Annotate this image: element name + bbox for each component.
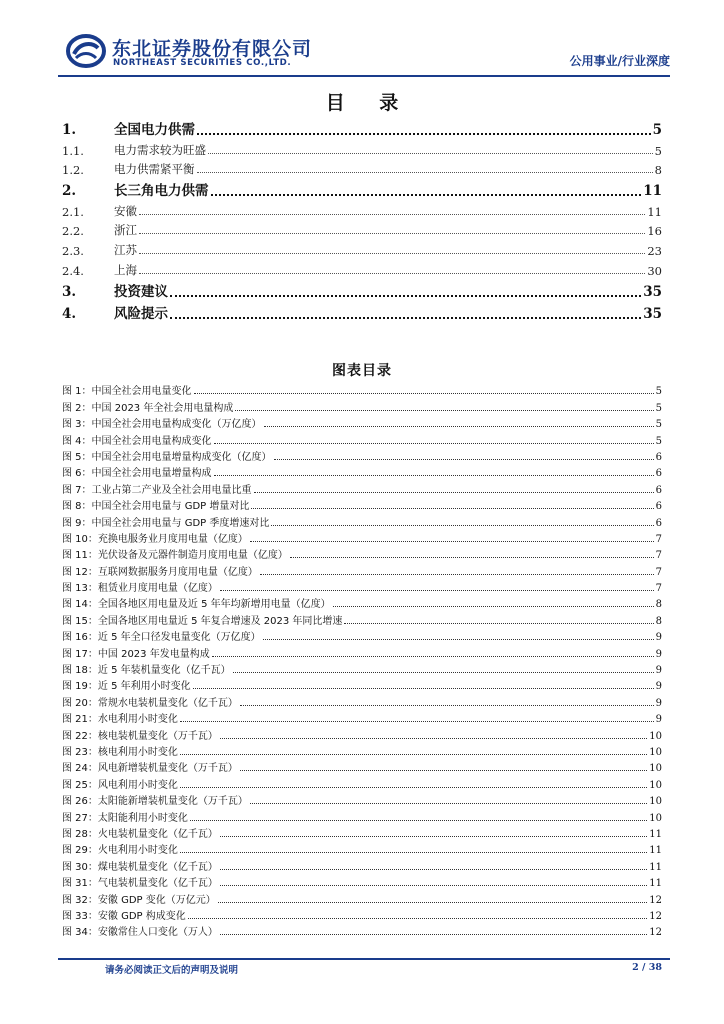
figure-entry[interactable] xyxy=(62,709,662,725)
figure-entry-label: 图 20：常规水电装机量变化（亿千瓦） xyxy=(62,697,238,709)
figure-entry-label: 图 34：安徽常住人口变化（万人） xyxy=(62,927,218,939)
figure-leader-dots xyxy=(240,767,647,771)
figure-entry-page: 9 xyxy=(655,697,662,709)
figure-entry-label: 图 24：风电新增装机量变化（万千瓦） xyxy=(62,763,238,775)
toc-entry[interactable] xyxy=(62,116,662,138)
figure-entry-label: 图 33：安徽 GDP 构成变化 xyxy=(62,910,186,922)
figure-entry[interactable] xyxy=(62,545,662,561)
figure-entry-page: 9 xyxy=(655,632,662,644)
figure-leader-dots xyxy=(263,636,654,640)
toc-entry-number: 2. xyxy=(62,183,77,200)
toc-leader-dots xyxy=(139,250,645,254)
figure-leader-dots xyxy=(180,751,647,755)
figure-entry[interactable] xyxy=(62,742,662,758)
figure-leader-dots xyxy=(250,800,647,804)
toc-entry-number: 2.1. xyxy=(62,204,84,219)
figure-entry-page: 12 xyxy=(649,894,662,906)
figure-leader-dots xyxy=(220,587,654,591)
figure-leader-dots xyxy=(290,554,654,558)
figure-entry[interactable] xyxy=(62,725,662,741)
figure-entry-page: 10 xyxy=(649,779,662,791)
toc-entry-number: 1. xyxy=(62,122,77,138)
toc-entry-page: 11 xyxy=(647,204,662,219)
toc-entry-page: 16 xyxy=(647,224,662,239)
figure-entry[interactable] xyxy=(62,856,662,872)
figure-entry[interactable] xyxy=(62,807,662,823)
toc-leader-dots xyxy=(139,230,645,234)
figure-entry[interactable] xyxy=(62,906,662,922)
figure-entry-label: 图 25：风电利用小时变化 xyxy=(62,779,178,791)
figure-entry-page: 10 xyxy=(649,763,662,775)
figure-entry[interactable] xyxy=(62,561,662,577)
figure-entry-page: 10 xyxy=(649,730,662,742)
figure-entry-label: 图 23：核电利用小时变化 xyxy=(62,746,178,758)
figure-leader-dots xyxy=(333,603,654,607)
report-type: 公用事业/行业深度 xyxy=(569,54,670,68)
figure-entry[interactable] xyxy=(62,414,662,430)
page-header xyxy=(58,30,670,74)
toc-entry[interactable] xyxy=(62,278,662,300)
figure-leader-dots xyxy=(274,456,654,460)
figure-entry-page: 7 xyxy=(655,533,662,545)
figure-entry-page: 6 xyxy=(655,501,662,513)
figure-entry-label: 图 29：火电利用小时变化 xyxy=(62,845,178,857)
toc-entry-label: 浙江 xyxy=(114,223,137,238)
figure-entry-page: 10 xyxy=(649,796,662,808)
toc-leader-dots xyxy=(139,270,645,274)
toc-title: 目 录 xyxy=(325,92,413,114)
toc-leader-dots xyxy=(170,293,641,297)
figure-entry-page: 12 xyxy=(649,910,662,922)
toc-leader-dots xyxy=(211,192,642,196)
figure-entry-page: 11 xyxy=(649,845,662,857)
toc-entry-number: 1.1. xyxy=(62,143,84,158)
figure-entry-label: 图 17：中国 2023 年发电量构成 xyxy=(62,648,210,660)
figure-entry[interactable] xyxy=(62,381,662,397)
figure-entry-label: 图 7：工业占第二产业及全社会用电量比重 xyxy=(62,484,252,496)
toc-entry[interactable] xyxy=(62,199,662,219)
figure-entry[interactable] xyxy=(62,496,662,512)
figure-entry[interactable] xyxy=(62,594,662,610)
company-name-en: NORTHEAST SECURITIES CO.,LTD. xyxy=(113,58,292,68)
figure-entry-label: 图 27：太阳能利用小时变化 xyxy=(62,812,188,824)
toc-entry-label: 江苏 xyxy=(114,242,137,257)
figure-entry-label: 图 12：互联网数据服务月度用电量（亿度） xyxy=(62,566,258,578)
figure-leader-dots xyxy=(254,489,654,493)
figure-leader-dots xyxy=(220,833,647,837)
figure-entry-label: 图 11：光伏设备及元器件制造月度用电量（亿度） xyxy=(62,550,288,562)
toc-entry[interactable] xyxy=(62,138,662,158)
figure-entry-label: 图 10：充换电服务业月度用电量（亿度） xyxy=(62,533,248,545)
figure-entry-label: 图 26：太阳能新增装机量变化（万千瓦） xyxy=(62,796,248,808)
figure-leader-dots xyxy=(344,620,653,624)
figure-entry-page: 9 xyxy=(655,648,662,660)
toc-leader-dots xyxy=(197,131,651,135)
toc-entry[interactable] xyxy=(62,219,662,239)
figure-entry[interactable] xyxy=(62,479,662,495)
figure-entry-label: 图 19：近 5 年利用小时变化 xyxy=(62,681,191,693)
figure-list xyxy=(62,381,662,938)
figure-entry[interactable] xyxy=(62,791,662,807)
figure-entry-page: 12 xyxy=(649,927,662,939)
figure-entry-page: 8 xyxy=(655,615,662,627)
figure-leader-dots xyxy=(218,899,648,903)
toc-entry-label: 上海 xyxy=(114,262,137,277)
toc-entry-number: 2.4. xyxy=(62,263,84,278)
figure-entry[interactable] xyxy=(62,758,662,774)
toc-entry-number: 1.2. xyxy=(62,163,84,178)
toc-entry-page: 5 xyxy=(652,122,662,138)
toc-entry-label: 电力需求较为旺盛 xyxy=(114,142,206,157)
figure-entry-page: 10 xyxy=(649,812,662,824)
figure-leader-dots xyxy=(235,407,653,411)
figures-title: 图表目录 xyxy=(332,363,392,379)
figure-entry-label: 图 5：中国全社会用电量增量构成变化（亿度） xyxy=(62,451,272,463)
toc-entry-number: 4. xyxy=(62,305,77,322)
toc-leader-dots xyxy=(139,211,645,215)
toc-entry[interactable] xyxy=(62,177,662,199)
figure-entry-page: 5 xyxy=(655,435,662,447)
toc-entry-page: 23 xyxy=(647,243,662,258)
figure-entry-page: 5 xyxy=(655,402,662,414)
toc-entry[interactable] xyxy=(62,300,662,322)
northeast-securities-logo-icon xyxy=(66,34,106,68)
figure-entry[interactable] xyxy=(62,774,662,790)
toc-entry-label: 安徽 xyxy=(114,203,137,218)
figure-leader-dots xyxy=(214,472,654,476)
figure-entry-page: 9 xyxy=(655,681,662,693)
figure-entry[interactable] xyxy=(62,430,662,446)
figure-leader-dots xyxy=(220,931,647,935)
figure-entry-page: 6 xyxy=(655,468,662,480)
figure-leader-dots xyxy=(240,702,654,706)
figure-entry[interactable] xyxy=(62,627,662,643)
figure-entry-label: 图 6：中国全社会用电量增量构成 xyxy=(62,468,212,480)
figure-leader-dots xyxy=(271,522,653,526)
toc-entry[interactable] xyxy=(62,158,662,178)
figure-entry-label: 图 1：中国全社会用电量变化 xyxy=(62,386,192,398)
figure-leader-dots xyxy=(193,685,654,689)
figure-entry-page: 5 xyxy=(655,386,662,398)
figure-leader-dots xyxy=(233,669,654,673)
toc-leader-dots xyxy=(208,150,653,154)
figure-leader-dots xyxy=(260,571,654,575)
figure-entry-label: 图 28：火电装机量变化（亿千瓦） xyxy=(62,828,218,840)
figure-leader-dots xyxy=(214,440,654,444)
toc-entry-page: 35 xyxy=(643,283,662,300)
toc-entry-number: 2.2. xyxy=(62,224,84,239)
figure-entry-label: 图 21：水电利用小时变化 xyxy=(62,714,178,726)
figure-entry-label: 图 4：中国全社会用电量构成变化 xyxy=(62,435,212,447)
figure-entry-label: 图 32：安徽 GDP 变化（万亿元） xyxy=(62,894,216,906)
figure-entry-label: 图 30：煤电装机量变化（亿千瓦） xyxy=(62,861,218,873)
figure-leader-dots xyxy=(220,866,647,870)
figure-entry-label: 图 31：气电装机量变化（亿千瓦） xyxy=(62,878,218,890)
figure-entry-label: 图 9：中国全社会用电量与 GDP 季度增速对比 xyxy=(62,517,270,529)
figure-entry[interactable] xyxy=(62,889,662,905)
figure-entry[interactable] xyxy=(62,676,662,692)
figure-entry[interactable] xyxy=(62,922,662,938)
figure-entry-label: 图 16：近 5 年全口径发电量变化（万亿度） xyxy=(62,632,261,644)
figure-entry-label: 图 14：全国各地区用电量及近 5 年年均新增用电量（亿度） xyxy=(62,599,331,611)
toc-entry-label: 长三角电力供需 xyxy=(114,183,209,200)
header-divider xyxy=(58,75,670,77)
figure-entry-page: 11 xyxy=(649,878,662,890)
figure-entry-page: 11 xyxy=(649,861,662,873)
toc-entry-page: 35 xyxy=(643,305,662,322)
figure-leader-dots xyxy=(264,423,654,427)
figure-entry[interactable] xyxy=(62,643,662,659)
figure-entry[interactable] xyxy=(62,578,662,594)
figure-entry-page: 8 xyxy=(655,599,662,611)
toc-entry[interactable] xyxy=(62,238,662,258)
figure-leader-dots xyxy=(220,882,647,886)
figure-entry-page: 11 xyxy=(649,828,662,840)
figure-leader-dots xyxy=(194,390,654,394)
figure-entry[interactable] xyxy=(62,463,662,479)
figure-leader-dots xyxy=(250,538,654,542)
figure-leader-dots xyxy=(180,718,654,722)
figure-entry-page: 6 xyxy=(655,517,662,529)
figure-entry-page: 6 xyxy=(655,451,662,463)
figure-leader-dots xyxy=(212,653,654,657)
toc-entry-page: 11 xyxy=(643,183,662,200)
figure-entry[interactable] xyxy=(62,660,662,676)
toc-entry[interactable] xyxy=(62,258,662,278)
footer-divider xyxy=(58,958,670,960)
figure-leader-dots xyxy=(251,505,653,509)
toc-entry-page: 8 xyxy=(654,163,662,178)
toc-entry-page: 5 xyxy=(654,143,662,158)
figure-leader-dots xyxy=(180,849,647,853)
figure-entry-page: 10 xyxy=(649,746,662,758)
figure-leader-dots xyxy=(180,784,647,788)
figure-entry-label: 图 2：中国 2023 年全社会用电量构成 xyxy=(62,402,234,414)
figure-entry[interactable] xyxy=(62,397,662,413)
figure-entry-page: 9 xyxy=(655,665,662,677)
figure-entry-label: 图 22：核电装机量变化（万千瓦） xyxy=(62,730,218,742)
toc-entry-label: 电力供需紧平衡 xyxy=(114,162,195,177)
figure-entry-page: 9 xyxy=(655,714,662,726)
figure-leader-dots xyxy=(188,915,648,919)
figure-entry[interactable] xyxy=(62,529,662,545)
figure-entry-label: 图 15：全国各地区用电量近 5 年复合增速及 2023 年同比增速 xyxy=(62,615,343,627)
figure-entry[interactable] xyxy=(62,512,662,528)
page-indicator: 2 / 38 xyxy=(632,962,662,973)
figure-entry-page: 7 xyxy=(655,550,662,562)
figure-entry-label: 图 13：租赁业月度用电量（亿度） xyxy=(62,583,218,595)
toc-entry-number: 3. xyxy=(62,283,77,300)
figure-leader-dots xyxy=(190,817,647,821)
toc-entry-page: 30 xyxy=(647,263,662,278)
toc-entry-number: 2.3. xyxy=(62,243,84,258)
figure-entry[interactable] xyxy=(62,824,662,840)
figure-entry-label: 图 3：中国全社会用电量构成变化（万亿度） xyxy=(62,419,262,431)
toc-leader-dots xyxy=(170,315,641,319)
figure-entry[interactable] xyxy=(62,447,662,463)
figure-entry-page: 6 xyxy=(655,484,662,496)
table-of-contents xyxy=(62,116,662,322)
figure-entry[interactable] xyxy=(62,840,662,856)
figure-entry-page: 5 xyxy=(655,419,662,431)
toc-entry-label: 投资建议 xyxy=(114,283,168,300)
footer-disclaimer: 请务必阅读正文后的声明及说明 xyxy=(105,965,239,976)
toc-leader-dots xyxy=(197,169,653,173)
figure-entry[interactable] xyxy=(62,610,662,626)
figure-entry-label: 图 8：中国全社会用电量与 GDP 增量对比 xyxy=(62,501,250,513)
figure-entry-page: 7 xyxy=(655,583,662,595)
toc-entry-label: 风险提示 xyxy=(114,305,168,322)
company-name-cn: 东北证券股份有限公司 xyxy=(112,38,313,60)
figure-entry-label: 图 18：近 5 年装机量变化（亿千瓦） xyxy=(62,665,231,677)
figure-leader-dots xyxy=(220,735,647,739)
toc-entry-label: 全国电力供需 xyxy=(114,122,195,138)
figure-entry-page: 7 xyxy=(655,566,662,578)
figure-entry[interactable] xyxy=(62,692,662,708)
figure-entry[interactable] xyxy=(62,873,662,889)
